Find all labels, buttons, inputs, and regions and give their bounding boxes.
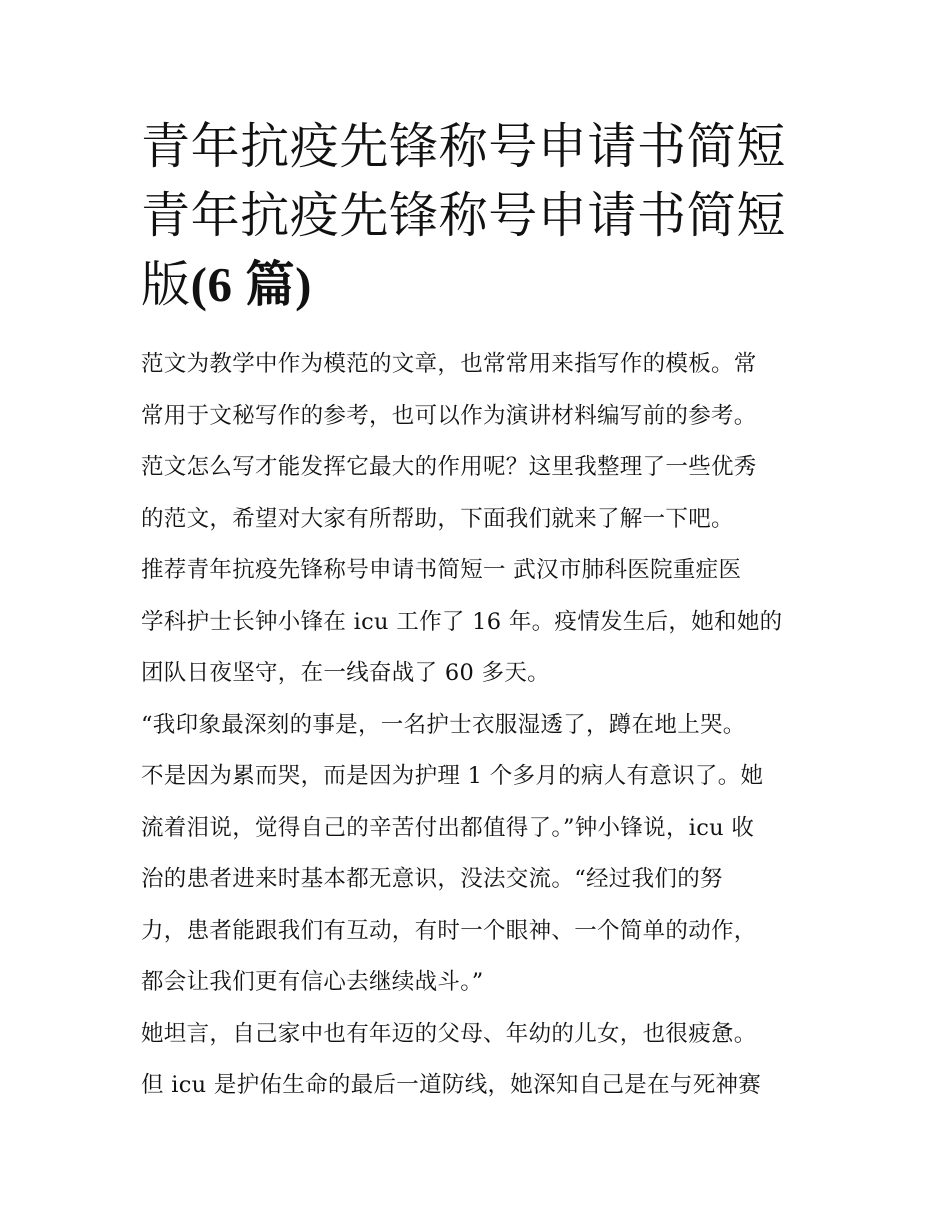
body-line: 范文怎么写才能发挥它最大的作用呢？这里我整理了一些优秀: [141, 454, 757, 480]
document-body: [141, 339, 813, 1112]
title-line-3: [141, 250, 813, 319]
document-title: [141, 112, 813, 319]
document-content: [141, 112, 813, 1112]
body-line: 范文为教学中作为模范的文章，也常常用来指写作的模板。常: [141, 351, 757, 377]
body-line: 团队日夜坚守，在一线奋战了 60 多天。: [141, 660, 550, 686]
body-line: 学科护士长钟小锋在 icu 工作了 16 年。疫情发生后，她和她的: [141, 608, 783, 635]
body-line: 的范文，希望对大家有所帮助，下面我们就来了解一下吧。: [141, 505, 734, 532]
title-line-2: 青年抗疫先锋称号申请书简短: [141, 187, 786, 244]
title-line-1: 青年抗疫先锋称号申请书简短: [141, 118, 786, 175]
body-line: 力，患者能跟我们有互动，有时一个眼神、一个简单的动作，: [141, 917, 757, 944]
title-count: (6 篇): [190, 257, 312, 312]
body-line: 常用于文秘写作的参考，也可以作为演讲材料编写前的参考。: [141, 402, 757, 429]
body-line: 她坦言，自己家中也有年迈的父母、年幼的儿女，也很疲惫。: [141, 1020, 757, 1047]
body-line: 不是因为累而哭，而是因为护理 1 个多月的病人有意识了。她: [141, 763, 764, 789]
body-line: 都会让我们更有信心去继续战斗。”: [141, 969, 484, 995]
body-line: “我印象最深刻的事是，一名护士衣服湿透了，蹲在地上哭。: [141, 711, 746, 738]
body-line: 治的患者进来时基本都无意识，没法交流。“经过我们的努: [141, 866, 723, 892]
body-line: 流着泪说，觉得自己的辛苦付出都值得了。”钟小锋说，icu 收: [141, 814, 755, 841]
body-line: 但 icu 是护佑生命的最后一道防线，她深知自己是在与死神赛: [141, 1072, 762, 1098]
body-line: 推荐青年抗疫先锋称号申请书简短一 武汉市肺科医院重症医: [141, 557, 742, 583]
title-line-3-text: 版: [141, 256, 191, 313]
